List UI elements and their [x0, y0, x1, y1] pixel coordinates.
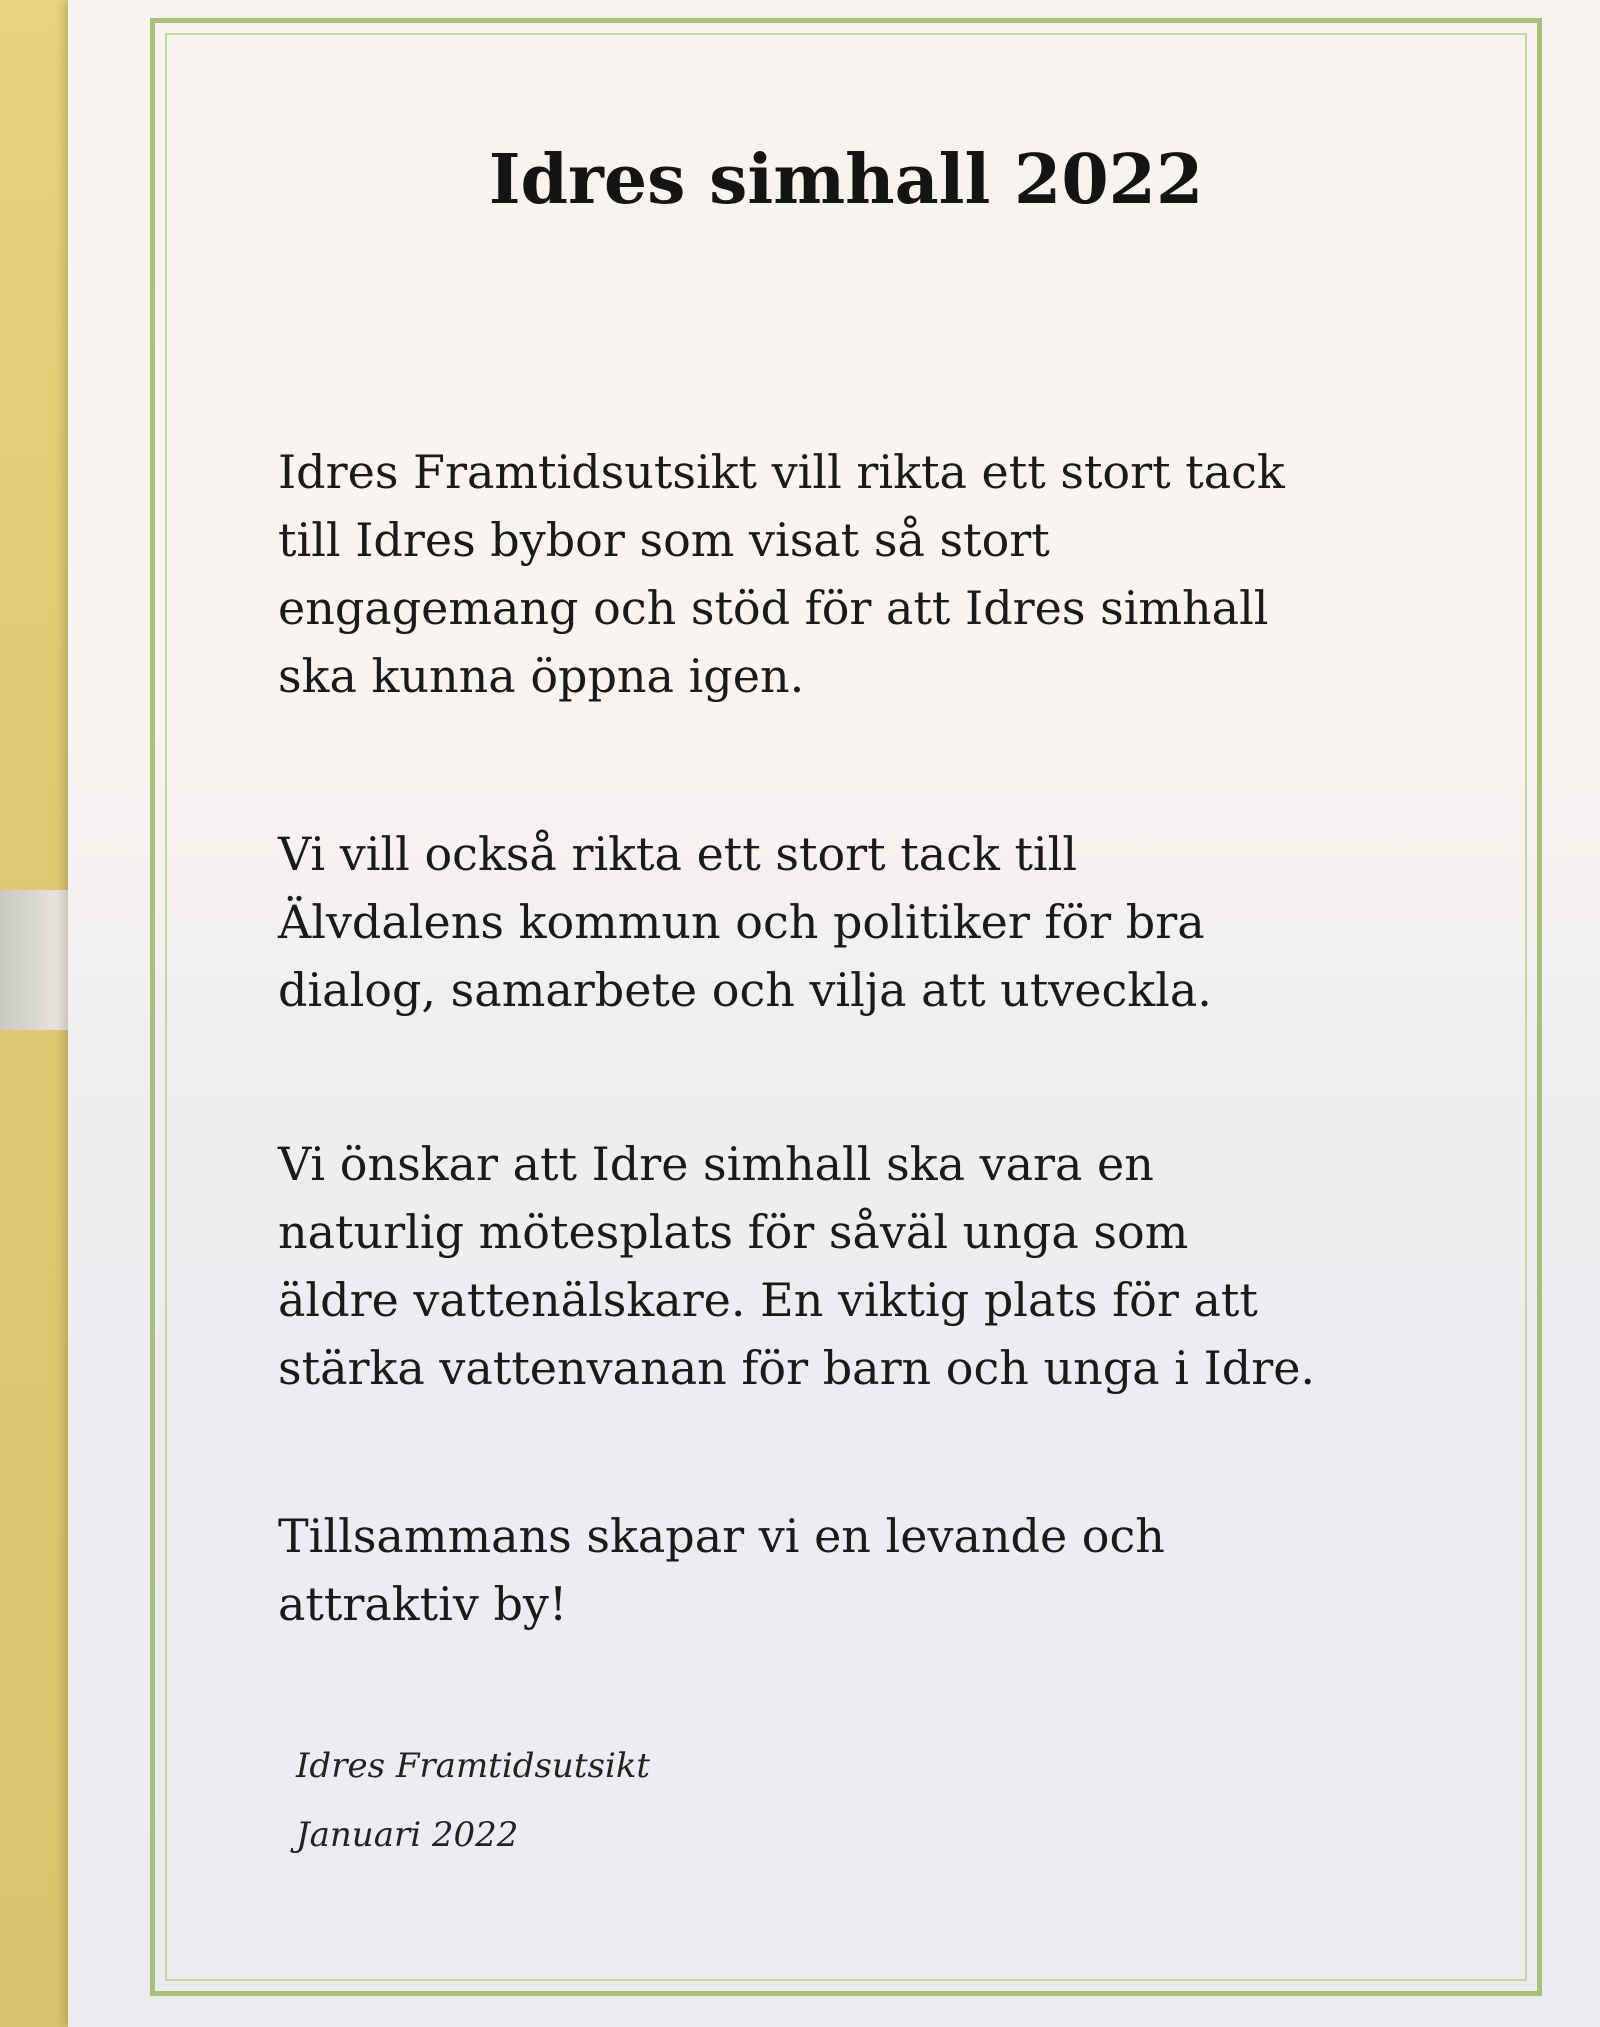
paragraph-line: naturlig mötesplats för såväl unga som [278, 1205, 1189, 1259]
paragraph-line: äldre vattenälskare. En viktig plats för att [278, 1273, 1258, 1327]
paragraph-line: stärka vattenvanan för barn och unga i Idre. [278, 1341, 1316, 1395]
paragraph-wishes [278, 1130, 1458, 1402]
paragraph-line: Idres Framtidsutsikt vill rikta ett stort tack [278, 445, 1285, 499]
paragraph-line: dialog, samarbete och vilja att utveckla. [278, 963, 1212, 1017]
signature-organization: Idres Framtidsutsikt [296, 1746, 651, 1786]
paragraph-line: engagemang och stöd för att Idres simhall [278, 581, 1269, 635]
notice-title: Idres simhall 2022 [488, 140, 1204, 220]
paragraph-thanks-villagers [278, 438, 1458, 710]
paragraph-line: attraktiv by! [278, 1577, 568, 1631]
paragraph-together [278, 1502, 1458, 1638]
paragraph-line: Älvdalens kommun och politiker för bra [278, 895, 1205, 949]
paragraph-line: Tillsammans skapar vi en levande och [278, 1509, 1165, 1563]
signature-date: Januari 2022 [296, 1815, 519, 1855]
paragraph-line: Vi vill också rikta ett stort tack till [278, 827, 1078, 881]
paragraph-line: till Idres bybor som visat så stort [278, 513, 1050, 567]
paragraph-line: Vi önskar att Idre simhall ska vara en [278, 1137, 1154, 1191]
paragraph-thanks-municipality [278, 820, 1458, 1024]
paragraph-line: ska kunna öppna igen. [278, 649, 805, 703]
